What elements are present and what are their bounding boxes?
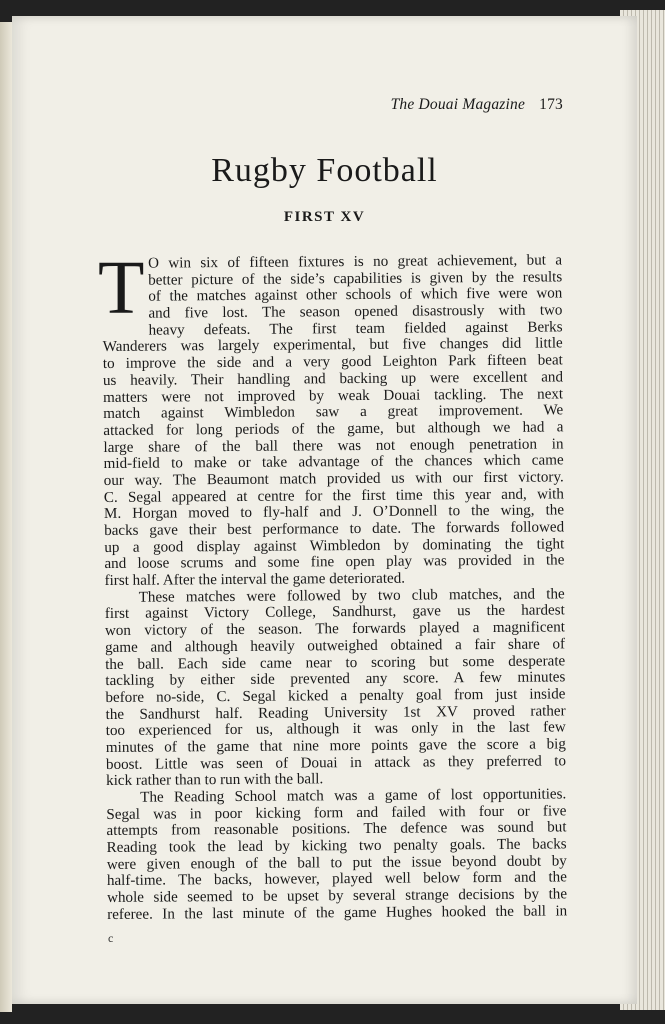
text-line: the Sandhurst half. Reading University 1st XV proved rather bbox=[105, 702, 566, 723]
facing-page-edge bbox=[0, 22, 12, 1012]
text-line: Wanderers was largely experimental, but five changes did little bbox=[102, 335, 563, 356]
drop-cap: T bbox=[98, 246, 145, 330]
text-line: won victory of the season. The forwards played a magnificent bbox=[104, 619, 565, 640]
signature-mark: c bbox=[108, 931, 114, 945]
text-line: us heavily. Their handling and backing up were excellent and bbox=[102, 369, 564, 389]
text-line: mid-field to make or take advantage of the chances which came bbox=[103, 452, 564, 473]
text-line: Reading took the lead by kicking two penalty goals. The backs bbox=[106, 836, 567, 857]
text-line: half-time. The backs, however, played well below form and the bbox=[106, 869, 567, 890]
article-subtitle: FIRST XV bbox=[283, 209, 366, 225]
text-line: The Reading School match was a game of lost opportunities. bbox=[140, 786, 567, 806]
article-body bbox=[102, 252, 567, 923]
text-line: of the matches against other schools of which five were won bbox=[148, 285, 563, 306]
text-line: whole side seemed to be upset by several strange decisions by the bbox=[106, 886, 568, 907]
text-line: attempts from reasonable positions. The defence was sound but bbox=[106, 819, 567, 840]
text-line: tackling by either side prevented any score. A few minutes bbox=[105, 669, 566, 690]
text-line: match against Wimbledon saw a great improvement. We bbox=[103, 402, 564, 423]
text-line: before no-side, C. Segal kicked a penalty goal from just inside bbox=[105, 686, 566, 706]
running-head bbox=[391, 96, 563, 114]
text-line: were given enough of the ball to put the issue beyond doubt by bbox=[106, 853, 567, 873]
magazine-page bbox=[12, 16, 637, 1004]
text-line: kick rather than to run with the ball. bbox=[106, 771, 324, 790]
text-line: up a good display against Wimbledon by dominating the tight bbox=[104, 536, 565, 556]
text-line: and five lost. The season opened disastrously with two bbox=[148, 302, 563, 322]
text-line: too experienced for us, although it was only in the last few bbox=[105, 719, 566, 740]
text-line: large share of the ball there was not enough penetration in bbox=[103, 435, 564, 456]
text-line: better picture of the side’s capabilities is given by the results bbox=[148, 269, 563, 289]
text-line: attacked for long periods of the game, but although we had a bbox=[103, 419, 564, 439]
page-number: 173 bbox=[539, 96, 563, 113]
magazine-name: The Douai Magazine bbox=[390, 96, 526, 113]
text-line: referee. In the last minute of the game Hughes hooked the ball in bbox=[107, 903, 568, 923]
text-line: O win six of fifteen fixtures is no great achievement, but a bbox=[147, 252, 563, 272]
text-line: minutes of the game that nine more points gave the score a big bbox=[105, 736, 566, 756]
text-line: first half. After the interval the game deteriorated. bbox=[104, 570, 406, 590]
text-line: C. Segal appeared at centre for the first time this year and, with bbox=[103, 486, 564, 506]
text-line: first against Victory College, Sandhurst, gave us the hardest bbox=[104, 602, 565, 623]
text-line: and loose scrums and some fine open play was provided in the bbox=[104, 552, 565, 573]
text-line: matters were not improved by weak Douai tackling. The next bbox=[103, 385, 564, 406]
text-line: heavy defeats. The first team fielded against Berks bbox=[148, 319, 563, 339]
text-line: boost. Little was seen of Douai in attack as they preferred to bbox=[105, 752, 567, 773]
text-line: our way. The Beaumont match provided us with our first victory. bbox=[103, 469, 564, 489]
text-line: M. Horgan moved to fly-half and J. O’Donnell to the wing, the bbox=[103, 502, 565, 523]
article-title: Rugby Football bbox=[211, 152, 438, 189]
text-line: backs gave their best performance to date. The forwards followed bbox=[104, 519, 565, 539]
text-line: These matches were followed by two club matches, and the bbox=[138, 586, 565, 606]
text-line: to improve the side and a very good Leighton Park fifteen beat bbox=[102, 352, 563, 373]
text-line: game and although heavily outweighed obtained a fair share of bbox=[105, 636, 566, 656]
text-line: Segal was in poor kicking form and failed with four or five bbox=[106, 803, 567, 823]
text-line: the ball. Each side came near to scoring but some desperate bbox=[105, 652, 566, 673]
